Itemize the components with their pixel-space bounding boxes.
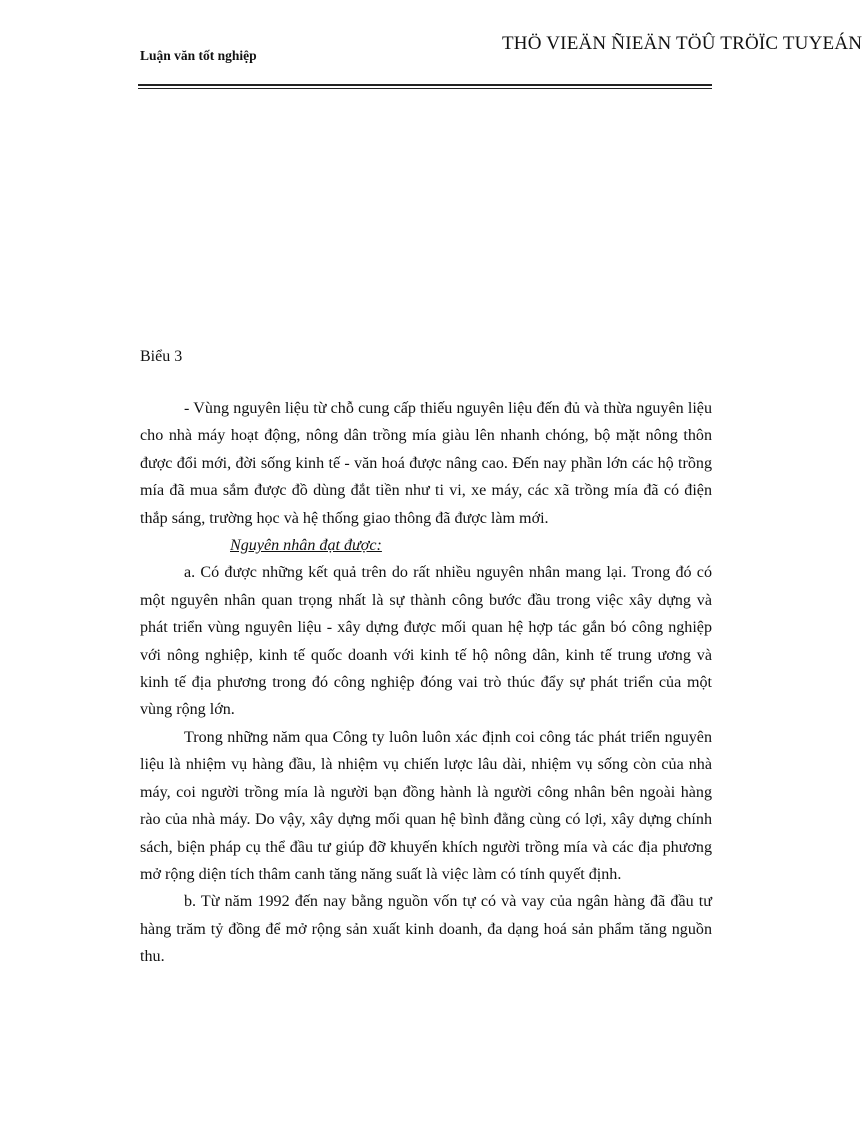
- section-heading: [140, 532, 712, 559]
- header-rule-thick: [138, 84, 712, 86]
- header-rule-thin: [138, 88, 712, 89]
- paragraph-b: b. Từ năm 1992 đến nay bằng nguồn vốn tự có và vay của ngân hàng đã đầu tư hàng trăm tỷ đồng để mở rộng sản xuất kinh doanh, đa dạng hoá sản phẩm tăng nguồn thu.: [140, 893, 712, 966]
- header-left-title: Luận văn tốt nghiệp: [140, 48, 257, 63]
- figure-label: Biểu 3: [140, 348, 183, 365]
- body-text: [140, 395, 712, 971]
- paragraph-a: a. Có được những kết quả trên do rất nhiều nguyên nhân mang lại. Trong đó có một nguyên nhân quan trọng nhất là sự thành công bước đầu trong việc xây dựng và phát triển vùng nguyên liệu - xây dựng được mối quan hệ hợp tác gắn bó công nghiệp với nông nghiệp, kinh tế quốc doanh với kinh tế hộ nông dân, kinh tế trung ương và kinh tế địa phương trong đó công nghiệp đóng vai trò thúc đẩy sự phát triển của một vùng rộng lớn.: [140, 564, 712, 719]
- paragraph-company: Trong những năm qua Công ty luôn luôn xác định coi công tác phát triển nguyên liệu là nhiệm vụ hàng đầu, là nhiệm vụ chiến lược lâu dài, nhiệm vụ sống còn của nhà máy, coi người trồng mía là người bạn đồng hành là người công nhân bên ngoài hàng rào của nhà máy. Do vậy, xây dựng mối quan hệ bình đẳng cùng có lợi, xây dựng chính sách, biện pháp cụ thể đầu tư giúp đỡ khuyến khích người trồng mía và các địa phương mở rộng diện tích thâm canh tăng năng suất là việc làm có tính quyết định.: [140, 728, 712, 883]
- section-heading-text: Nguyên nhân đạt được:: [230, 537, 382, 555]
- paragraph-raw-material: - Vùng nguyên liệu từ chỗ cung cấp thiếu nguyên liệu đến đủ và thừa nguyên liệu cho nhà máy hoạt động, nông dân trồng mía giàu lên nhanh chóng, bộ mặt nông thôn được đổi mới, đời sống kinh tế - văn hoá được nâng cao. Đến nay phần lớn các hộ trồng mía đã mua sắm được đồ dùng đắt tiền như ti vi, xe máy, các xã trồng mía đã có điện thắp sáng, trường học và hệ thống giao thông đã được làm mới.: [140, 400, 712, 527]
- header-right-title: THÖ VIEÄN ÑIEÄN TÖÛ TRÖÏC TUYEÁN: [502, 33, 862, 54]
